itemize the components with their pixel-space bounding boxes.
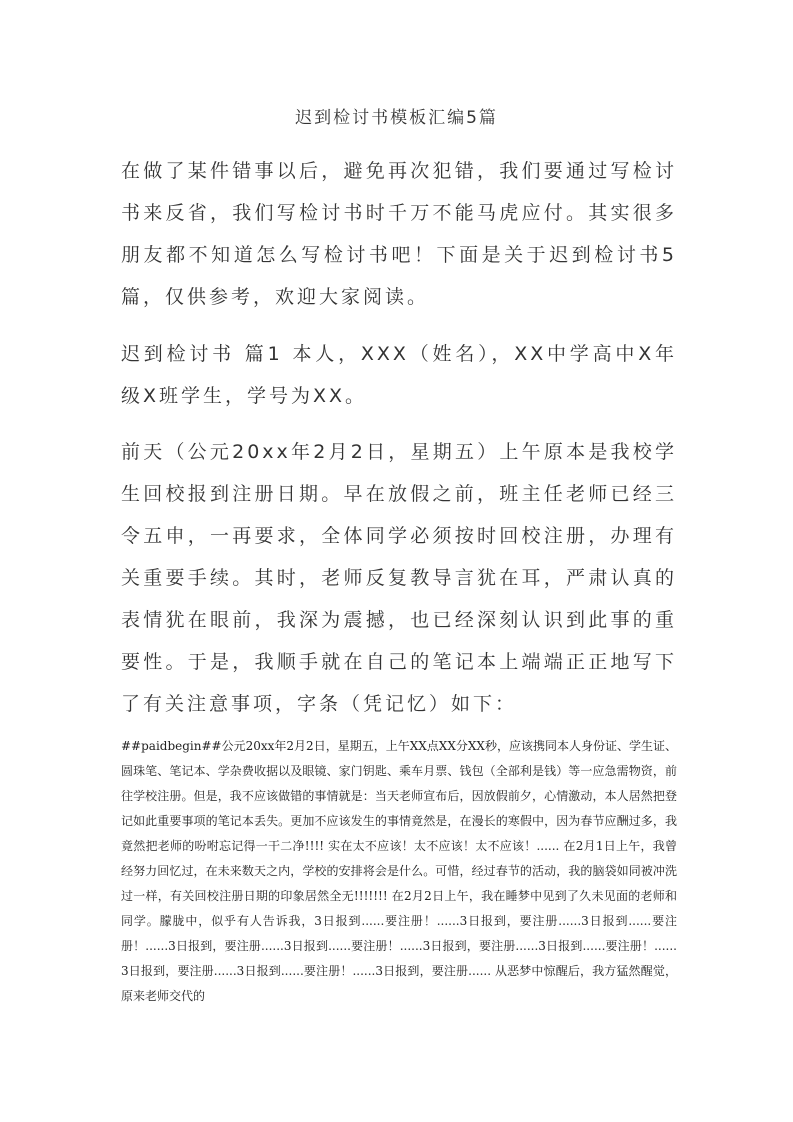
intro-paragraph: 在做了某件错事以后，避免再次犯错，我们要通过写检讨书来反省，我们写检讨书时千万不能马虎应付。其实很多朋友都不知道怎么写检讨书吧！下面是关于迟到检讨书5篇，仅供参考，欢迎大家阅读。 bbox=[121, 160, 677, 308]
body-paragraph: 前天（公元20xx年2月2日，星期五）上午原本是我校学生回校报到注册日期。早在放假之前，班主任老师已经三令五申，一再要求，全体同学必须按时回校注册，办理有关重要手续。其时，老师反复教导言犹在耳，严肃认真的表情犹在眼前，我深为震撼，也已经深刻认识到此事的重要性。于是，我顺手就在自己的笔记本上端端正正地写下了有关注意事项，字条（凭记忆）如下： bbox=[121, 441, 677, 715]
body-text-small: ##paidbegin##公元20xx年2月2日，星期五，上午XX点XX分XX秒，应该携同本人身份证、学生证、圆珠笔、笔记本、学杂费收据以及眼镜、家门钥匙、乘车月票、钱包（全部利是钱）等一应急需物资，前往学校注册。但是，我不应该做错的事情就是：当天老师宣布后，因放假前夕，心情激动，本人居然把登记如此重要事项的笔记本丢失。更加不应该发生的事情竟然是，在漫长的寒假中，因为春节应酬过多，我竟然把老师的吩咐忘记得一干二净!!!! 实在太不应该！太不应该！太不应该！...... 在2月1日上午，我曾经努力回忆过，在未来数天之内，学校的安排将会是什么。可惜，经过春节的活动，我的脑袋如同被冲洗过一样，有关回校注册日期的印象居然全无!!!!!!! 在2月2日上午，我在睡梦中见到了久未见面的老师和同学。朦胧中，似乎有人告诉我，3日报到......要注册！......3日报到，要注册......3日报到......要注册！......3日报到，要注册......3日报到......要注册！......3日报到，要注册......3日报到......要注册！......3日报到，要注册......3日报到......要注册！......3日报到，要注册...... 从恶梦中惊醒后，我方猛然醒觉，原来老师交代的 bbox=[121, 739, 677, 1003]
document-title: 迟到检讨书模板汇编5篇 bbox=[295, 108, 498, 128]
section-heading-paragraph: 迟到检讨书 篇1 本人，XXX（姓名），XX中学高中X年级X班学生，学号为XX。 bbox=[121, 343, 677, 407]
